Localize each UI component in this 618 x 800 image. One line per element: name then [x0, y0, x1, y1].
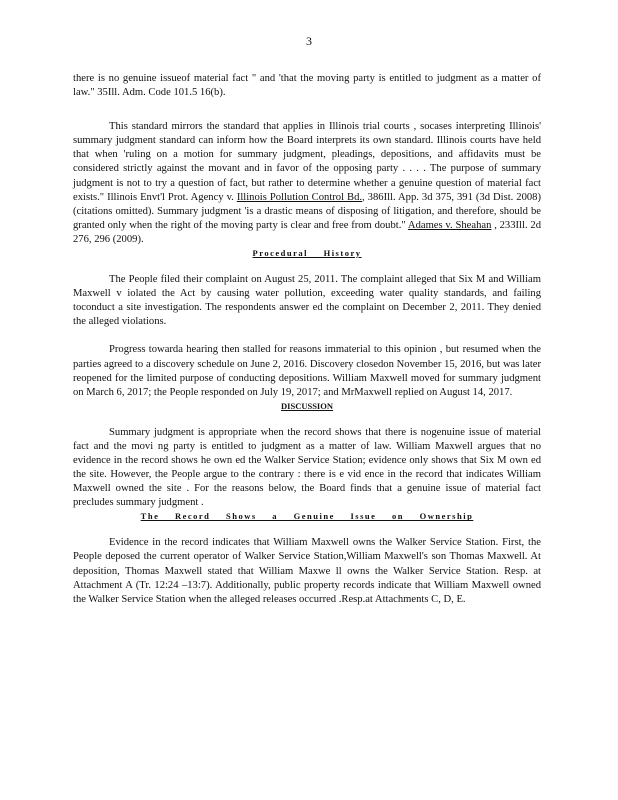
paragraph-summary-judgment-standard: [73, 120, 541, 247]
standard-text-3: , 233Ill. 2d 276, 296 (2009).: [73, 219, 541, 245]
standard-text-1: This standard mirrors the standard that applies in Illinois trial courts , socases interpreting Illinois' summary judgment standard can inform how the Board interprets its own standard. Illinois courts have held that when 'ruling on a motion for summary judgment, pleadings, depositions, and affidavits must be considered strictly against the movant and in favor of the opposing party . . . . The purpose of summary judgment is not to try a question of fact, but rather to determine whether a genuine question of material fact exists." Illinois Envt'l Prot. Agency v.: [73, 121, 541, 203]
paragraph-progress: Progress towarda hearing then stalled for reasons immaterial to this opinion , but resumed when the parties agreed to a discovery schedule on June 2, 2016. Discovery closedon November 15, 2016, but was later reopened for the limited purpose of conducting depositions. William Maxwell moved for summary judgment on March 6, 2017; the People responded on July 19, 2017; and MrMaxwell replied on August 14, 2017.: [73, 344, 541, 398]
paragraph-ownership-evidence: Evidence in the record indicates that William Maxwell owns the Walker Service Station. First, the People deposed the current operator of Walker Service Station,William Maxwell's son Thomas Maxwell. At deposition, Thomas Maxwell stated that William Maxwe ll owns the Walker Service Station. Resp. at Attachment A (Tr. 12:24 –13:7). Additionally, public property records indicate that William Maxwell owned the Walker Service Station when the alleged releases occurred .Resp.at Attachments C, D, E.: [73, 537, 541, 605]
paragraph-rule-quote: there is no genuine issueof material fact " and 'that the moving party is entitled to judgment as a matter of law." 35Ill. Adm. Code 101.5 16(b).: [73, 73, 541, 99]
document-body: [73, 72, 541, 607]
standard-text-2: , 386Ill. App. 3d 375, 391 (3d Dist. 2008) (citations omitted). Summary judgment 'is a drastic means of disposing of litigation, and therefore, should be granted only when the right of the moving party is clear and free from doubt.": [73, 191, 542, 231]
heading-ownership: The Record Shows a Genuine Issue on Ownership: [140, 511, 474, 522]
heading-discussion: DISCUSSION: [281, 400, 333, 411]
citation-ipcb: Illinois Pollution Control Bd.: [236, 191, 363, 203]
citation-adames: Adames v. Sheahan: [407, 219, 492, 231]
page-number: 3: [306, 34, 312, 48]
heading-procedural-history: Procedural History: [252, 248, 362, 259]
paragraph-discussion: Summary judgment is appropriate when the record shows that there is nogenuine issue of material fact and the movi ng party is entitled to judgment as a matter of law. William Maxwell argues that no evidence in the record shows he own ed the Walker Service Station; evidence only shows that Six M own ed the site. However, the People argue to the contrary : there is e vid ence in the record that indicates William Maxwell owned the site . For the reasons below, the Board finds that a genuine issue of material fact precludes summary judgment .: [73, 426, 541, 509]
paragraph-complaint: The People filed their complaint on August 25, 2011. The complaint alleged that Six M and William Maxwell v iolated the Act by causing water pollution, exceeding water quality standards, and failing toconduct a site investigation. The respondents answer ed the complaint on December 2, 2011. They denied the alleged violations.: [73, 274, 541, 328]
